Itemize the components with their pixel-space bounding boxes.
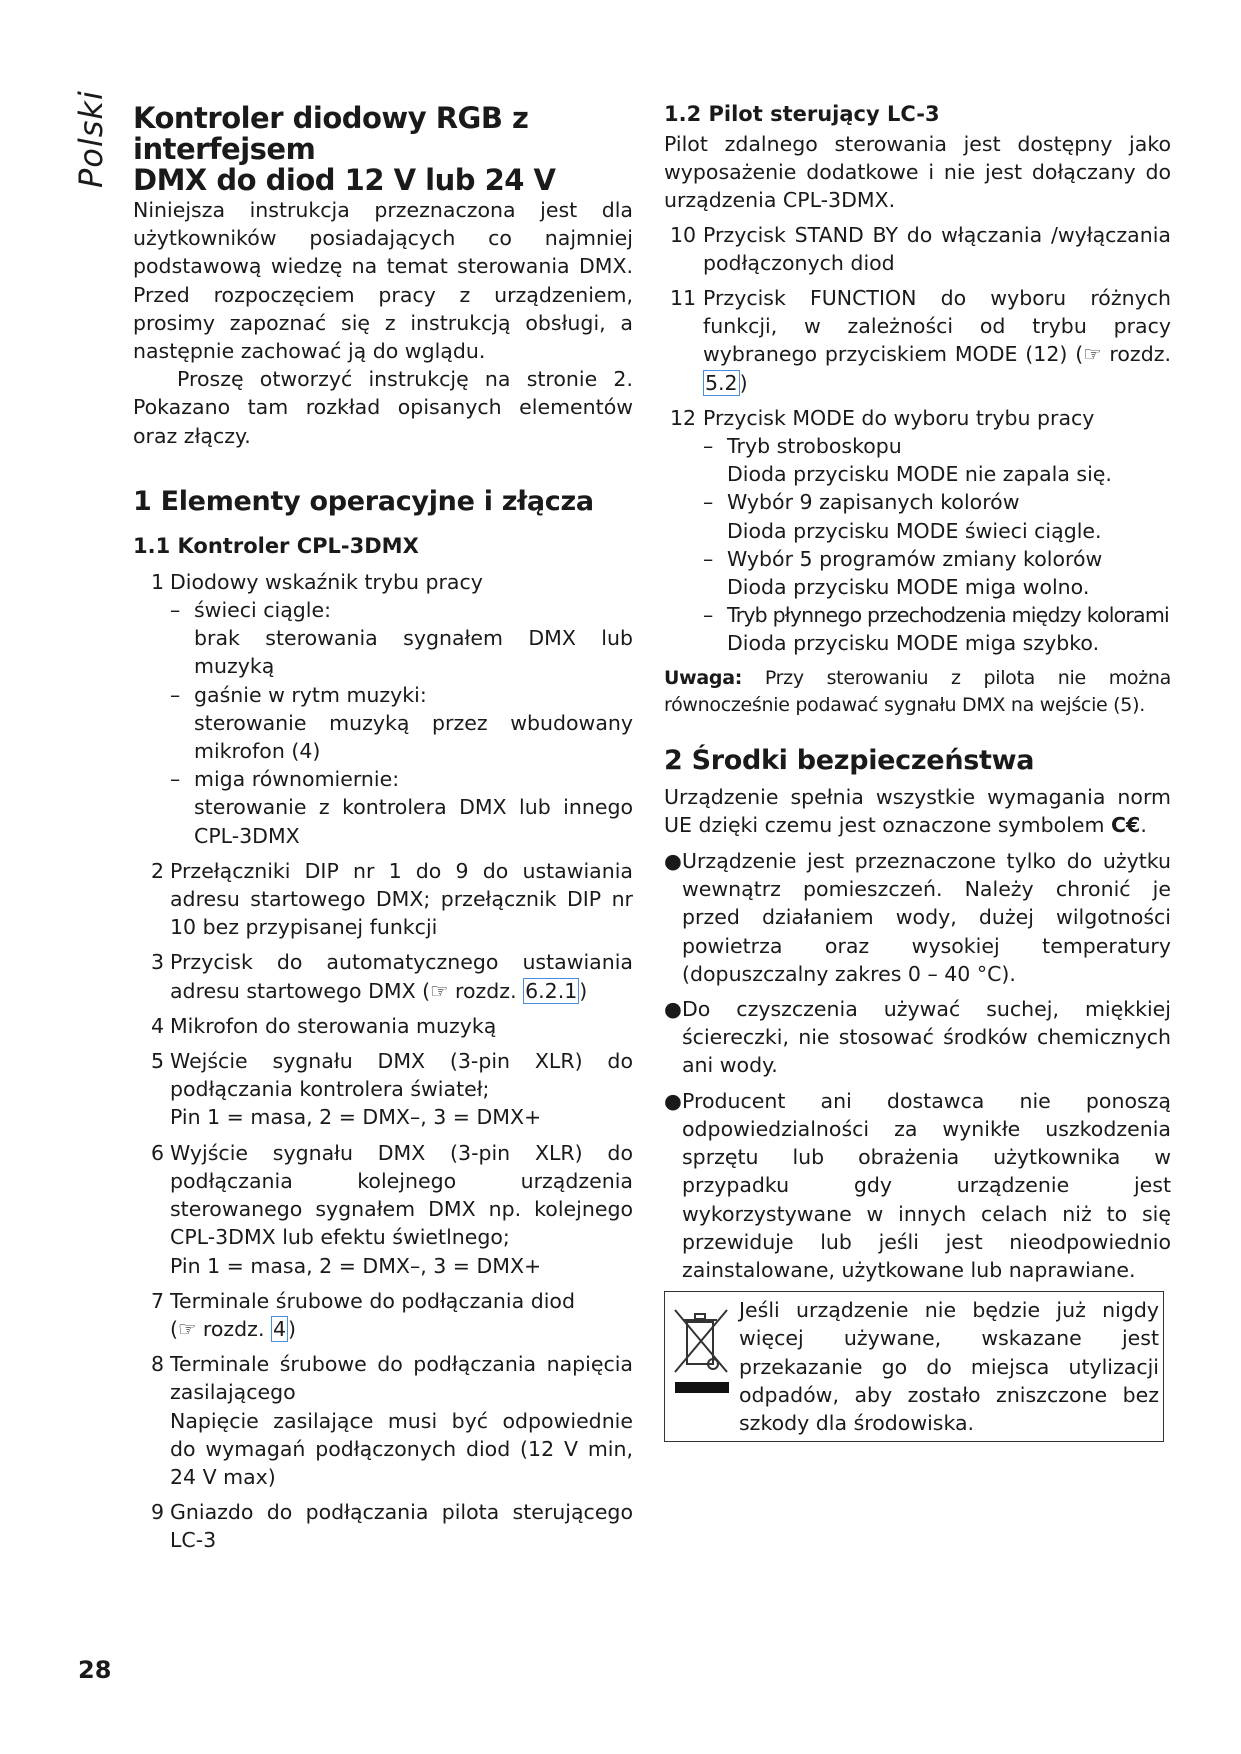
right-column <box>664 100 1171 1442</box>
list-item-5: 5 Wejście sygnału DMX (3-pin XLR) do podłączania kontrolera świateł; Pin 1 = masa, 2 = DMX–, 3 = DMX+ <box>151 1049 633 1130</box>
intro-paragraph-2: Proszę otworzyć instrukcję na stronie 2. Pokazano tam rozkład opisanych elementów oraz złączy. <box>133 367 633 448</box>
disposal-notice: Jeśli urządzenie nie będzie już nigdy więcej używane, wskazane jest przekazanie go do miejsca utylizacji odpadów, aby zostało zniszczone bez szkody dla środowiska. <box>664 1291 1164 1442</box>
remote-intro: Pilot zdalnego sterowania jest dostępny jako wyposażenie dodatkowe i nie jest dołączany do urządzenia CPL-3DMX. <box>664 132 1171 213</box>
section-2-heading: 2 Środki bezpieczeństwa <box>664 744 1035 776</box>
intro-paragraph: Niniejsza instrukcja przeznaczona jest dla użytkowników posiadających co najmniej podstawową wiedzę na temat sterowania DMX. Przed rozpoczęciem pracy z urządzeniem, prosimy zapoznać się z instrukcją obsługi, a następnie zachować ją do wglądu. <box>133 198 633 364</box>
remote-note: Uwaga: Przy sterowaniu z pilota nie można równocześnie podawać sygnału DMX na wejście (5). <box>664 666 1171 716</box>
page-title: Kontroler diodowy RGB z interfejsem DMX do diod 12 V lub 24 V <box>133 101 556 197</box>
list-item-12: 12 Przycisk MODE do wyboru trybu pracy – Tryb stroboskopu Dioda przycisku MODE nie zapala się. – Wybór 9 zapisanych kolorów Dioda przycisku MODE świeci ciągle. – Wybór 5 programów zmiany kolorów Dioda przycisku MODE miga wolno. – Tryb płynnego przechodzenia między kolorami Dioda przycisku MODE miga szybko. <box>670 405 1169 656</box>
list-item-11: 11 Przycisk FUNCTION do wyboru różnych funkcji, w zależności od trybu pracy wybranego przyciskiem MODE (12) (☞ rozdz. 5.2) <box>670 286 1171 395</box>
list-item-1: 1 Diodowy wskaźnik trybu pracy – świeci ciągle: brak sterowania sygnałem DMX lub muzyką – gaśnie w rytm muzyki: sterowanie muzyką przez wbudowany mikrofon (4) – miga równomiernie: sterowanie z kontrolera DMX lub innego CPL-3DMX <box>151 569 633 848</box>
list-item-4: 4 Mikrofon do sterowania muzyką <box>151 1013 497 1038</box>
section-1-heading: 1 Elementy operacyjne i złącza <box>133 485 594 517</box>
list-item-6: 6 Wyjście sygnału DMX (3-pin XLR) do podłączania kolejnego urządzenia sterowanego sygnałem DMX np. kolejnego CPL-3DMX lub efektu świetlnego; Pin 1 = masa, 2 = DMX–, 3 = DMX+ <box>151 1140 633 1278</box>
section-1-1-heading: 1.1 Kontroler CPL-3DMX <box>133 533 419 558</box>
safety-bullet: ● Do czyszczenia używać suchej, miękkiej ściereczki, nie stosować środków chemicznych ani wody. <box>664 997 1171 1078</box>
section-link[interactable]: 4 <box>272 1316 287 1341</box>
list-item-10: 10 Przycisk STAND BY do włączania /wyłączania podłączonych diod <box>670 222 1171 275</box>
section-1-2-heading: 1.2 Pilot sterujący LC-3 <box>664 102 940 126</box>
safety-bullet: ● Producent ani dostawca nie ponoszą odpowiedzialności za wynikłe uszkodzenia sprzętu lub obrażenia użytkownika w przypadku gdy urządzenie jest wykorzystywane w innych celach niż to się przewiduje lub jeśli jest nieodpowiednio zainstalowane, użytkowane lub naprawiane. <box>664 1088 1171 1282</box>
language-tab: Polski <box>72 90 110 188</box>
ce-mark: C€ <box>1111 812 1141 837</box>
section-link[interactable]: 6.2.1 <box>525 978 578 1003</box>
section-link[interactable]: 5.2 <box>705 370 738 395</box>
list-item-3: 3 Przycisk do automatycznego ustawiania adresu startowego DMX (☞ rozdz. 6.2.1) <box>151 950 633 1003</box>
safety-intro: Urządzenie spełnia wszystkie wymagania norm UE dzięki czemu jest oznaczone symbolem C€. <box>664 784 1171 837</box>
list-item-8: 8 Terminale śrubowe do podłączania napięcia zasilającego Napięcie zasilające musi być odpowiednie do wymagań podłączonych diod (12 V min, 24 V max) <box>151 1352 633 1489</box>
list-item-7: 7 Terminale śrubowe do podłączania diod (☞ rozdz. 4) <box>151 1288 575 1341</box>
page-number: 28 <box>78 1656 112 1684</box>
safety-bullet: ● Urządzenie jest przeznaczone tylko do użytku wewnątrz pomieszczeń. Należy chronić je przed działaniem wody, dużej wilgotności powietrza oraz wysokiej temperatury (dopuszczalny zakres 0 – 40 °C). <box>664 849 1171 986</box>
weee-bin-icon <box>669 1296 739 1437</box>
list-item-2: 2 Przełączniki DIP nr 1 do 9 do ustawiania adresu startowego DMX; przełącznik DIP nr 10 bez przypisanej funkcji <box>151 858 633 940</box>
list-item-9: 9 Gniazdo do podłączania pilota sterującego LC-3 <box>151 1500 633 1553</box>
left-column <box>133 103 633 1562</box>
